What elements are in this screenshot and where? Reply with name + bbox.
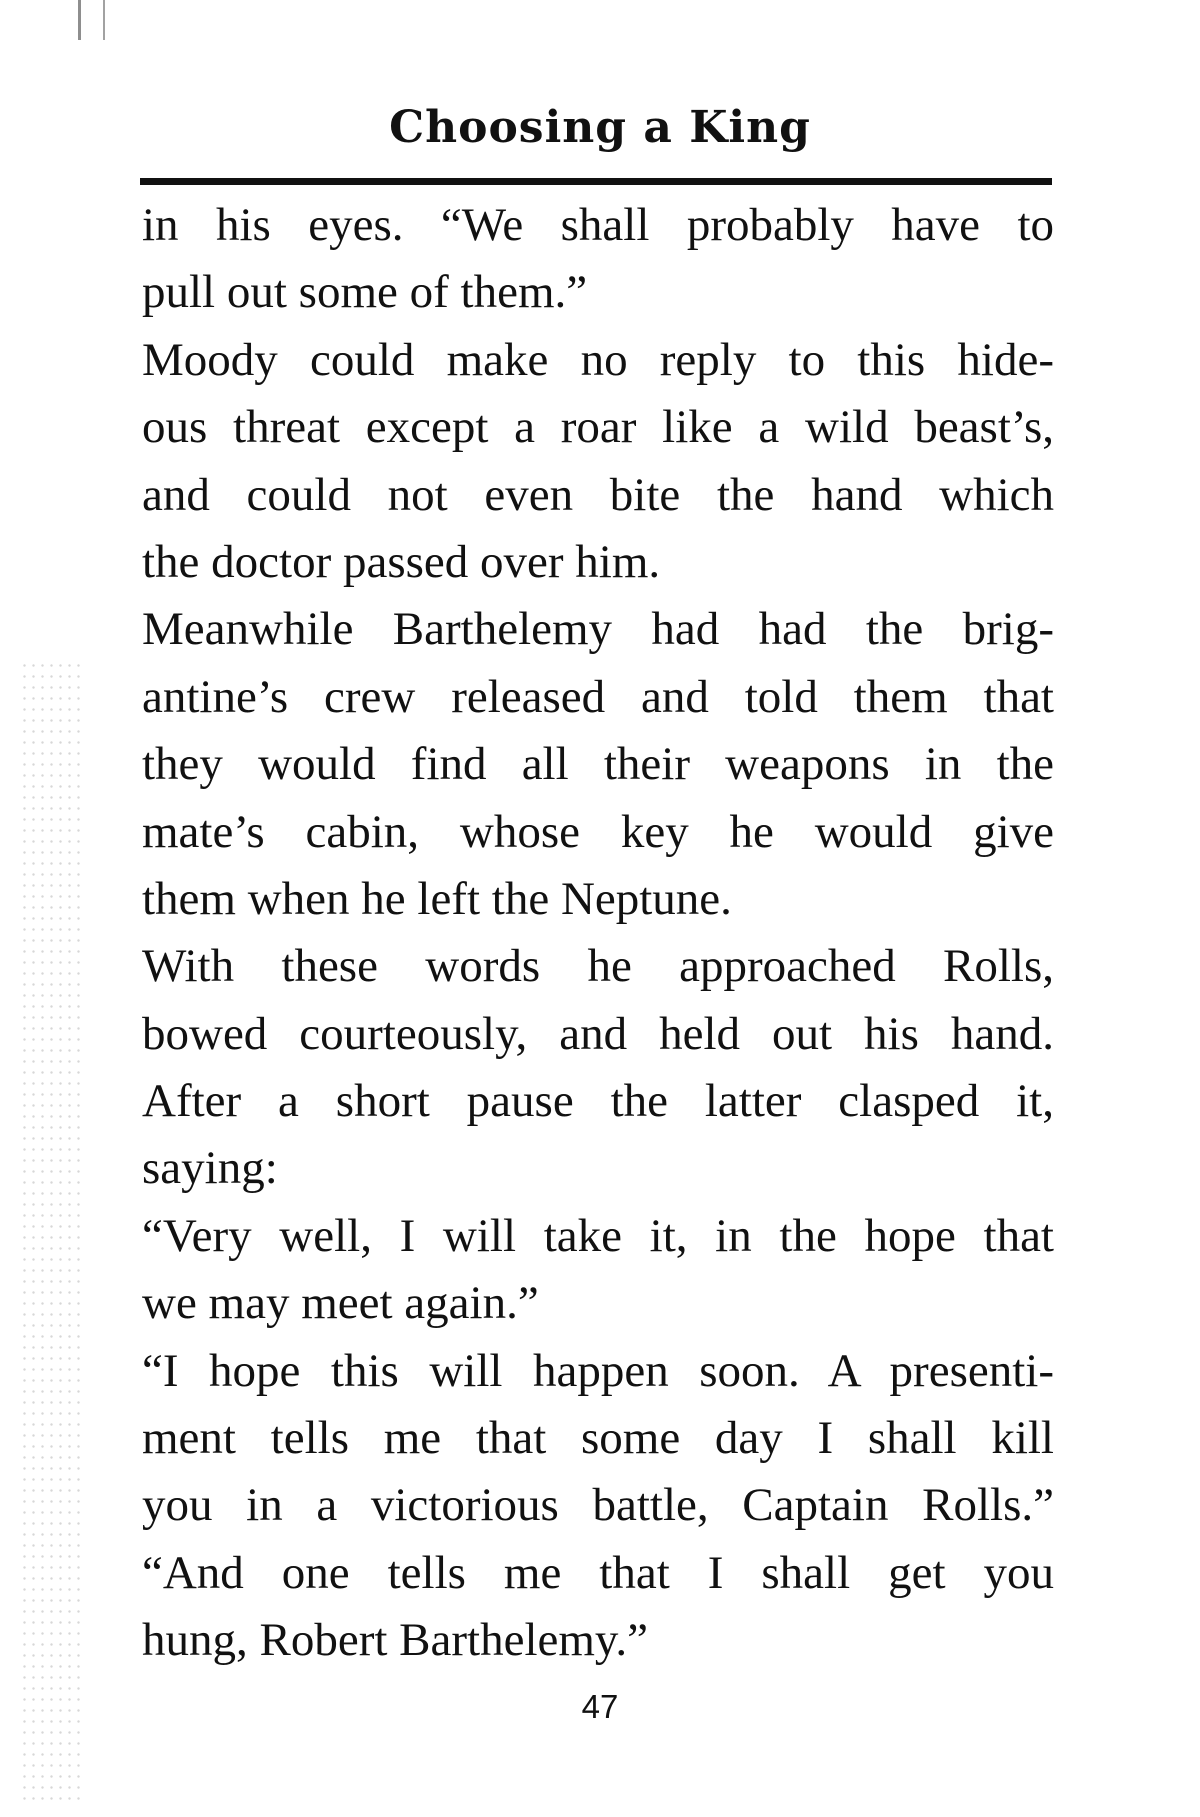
text-line: you in a victorious battle, Captain Rolls.” [142,1479,1054,1532]
text-line: saying: [142,1142,278,1195]
body-text [142,192,1054,1675]
text-line: the doctor passed over him. [142,535,661,588]
text-line: mate’s cabin, whose key he would give [142,805,1054,858]
text-line: After a short pause the latter clasped it, [142,1075,1054,1128]
text-line: “Very well, I will take it, in the hope that [142,1209,1054,1262]
text-line: and could not even bite the hand which [142,468,1054,521]
text-line: them when he left the Neptune. [142,872,732,925]
text-line: ous threat except a roar like a wild beast’s, [142,401,1054,454]
header-rule [140,178,1052,185]
text-line: they would find all their weapons in the [142,738,1054,791]
text-line: hung, Robert Barthelemy.” [142,1614,648,1667]
page-number: 47 [581,1688,619,1725]
text-line: antine’s crew released and told them that [142,670,1054,723]
text-line: ment tells me that some day I shall kill [142,1412,1054,1465]
text-line: Meanwhile Barthelemy had had the brig- [142,603,1054,656]
text-line: With these words he approached Rolls, [142,940,1054,993]
running-head: Choosing a King [389,102,811,153]
text-line: “And one tells me that I shall get you [142,1546,1054,1599]
text-line: Moody could make no reply to this hide- [142,333,1054,386]
scan-edge-mark [78,0,105,40]
text-line: bowed courteously, and held out his hand. [142,1007,1054,1060]
scan-edge-speckle [20,660,80,1800]
text-line: “I hope this will happen soon. A presenti- [142,1344,1054,1397]
text-line: we may meet again.” [142,1277,539,1330]
text-line: pull out some of them.” [142,266,588,319]
text-line: in his eyes. “We shall probably have to [142,199,1054,251]
